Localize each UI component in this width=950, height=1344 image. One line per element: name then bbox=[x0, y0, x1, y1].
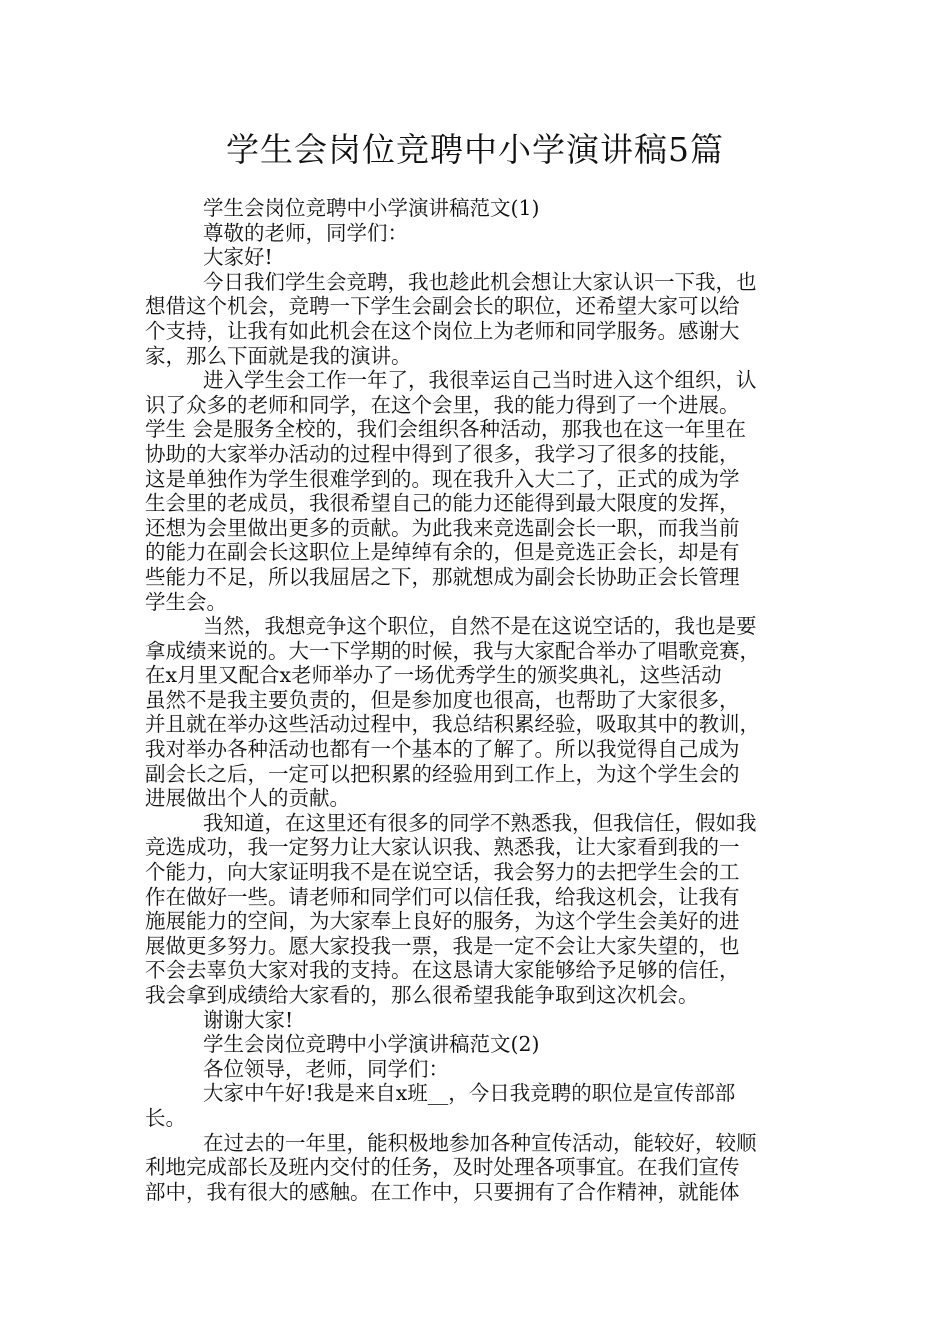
text-line: 并且就在举办这些活动过程中，我总结积累经验，吸取其中的教训， bbox=[145, 712, 760, 737]
text-line: 在x月里又配合x老师举办了一场优秀学生的颁奖典礼，这些活动 bbox=[145, 663, 722, 688]
text-line: 谢谢大家! bbox=[203, 1007, 294, 1032]
text-line: 长。 bbox=[145, 1105, 186, 1130]
text-line: 竞选成功，我一定努力让大家认识我、熟悉我，让大家看到我的一 bbox=[145, 835, 740, 860]
text-line: 尊敬的老师，同学们： bbox=[203, 220, 408, 245]
text-line: 虽然不是我主要负责的，但是参加度也很高，也帮助了大家很多， bbox=[145, 687, 740, 712]
text-line: 不会去辜负大家对我的支持。在这恳请大家能够给予足够的信任， bbox=[145, 958, 740, 983]
text-line: 还想为会里做出更多的贡献。为此我来竞选副会长一职，而我当前 bbox=[145, 515, 740, 540]
text-line: 学生会岗位竞聘中小学演讲稿范文(1) bbox=[203, 196, 540, 220]
text-line: 施展能力的空间，为大家奉上良好的服务，为这个学生会美好的进 bbox=[145, 909, 740, 934]
text-line: 部中，我有很大的感触。在工作中，只要拥有了合作精神，就能体 bbox=[145, 1179, 740, 1204]
text-line: 副会长之后，一定可以把积累的经验用到工作上，为这个学生会的 bbox=[145, 761, 740, 786]
document-body bbox=[145, 196, 805, 1204]
text-line: 个能力，向大家证明我不是在说空话，我会努力的去把学生会的工 bbox=[145, 860, 740, 885]
text-line: 大家中午好!我是来自x班__，今日我竞聘的职位是宣传部部 bbox=[203, 1081, 736, 1106]
text-line: 这是单独作为学生很难学到的。现在我升入大二了，正式的成为学 bbox=[145, 466, 740, 491]
text-line: 我会拿到成绩给大家看的，那么很希望我能争取到这次机会。 bbox=[145, 983, 699, 1007]
text-line: 进入学生会工作一年了，我很幸运自己当时进入这个组织，认 bbox=[203, 368, 757, 393]
text-line: 在过去的一年里，能积极地参加各种宣传活动，能较好，较顺 bbox=[203, 1130, 757, 1155]
text-line: 大家好! bbox=[203, 245, 273, 270]
text-line: 我知道，在这里还有很多的同学不熟悉我，但我信任，假如我 bbox=[203, 810, 757, 835]
text-line: 利地完成部长及班内交付的任务，及时处理各项事宜。在我们宣传 bbox=[145, 1155, 740, 1180]
page-title: 学生会岗位竞聘中小学演讲稿5篇 bbox=[226, 130, 724, 169]
text-line: 想借这个机会，竞聘一下学生会副会长的职位，还希望大家可以给 bbox=[145, 294, 740, 319]
text-line: 拿成绩来说的。大一下学期的时候，我与大家配合举办了唱歌竞赛， bbox=[145, 638, 760, 663]
text-line: 学生 会是服务全校的，我们会组织各种活动，那我也在这一年里在 bbox=[145, 417, 747, 442]
text-line: 些能力不足，所以我屈居之下，那就想成为副会长协助正会长管理 bbox=[145, 564, 740, 589]
text-line: 识了众多的老师和同学，在这个会里，我的能力得到了一个进展。 bbox=[145, 392, 740, 417]
text-line: 各位领导，老师，同学们： bbox=[203, 1056, 449, 1081]
text-line: 学生会岗位竞聘中小学演讲稿范文(2) bbox=[203, 1032, 540, 1057]
text-line: 今日我们学生会竞聘，我也趁此机会想让大家认识一下我，也 bbox=[203, 269, 757, 294]
text-line: 生会里的老成员，我很希望自己的能力还能得到最大限度的发挥， bbox=[145, 491, 740, 516]
text-line: 学生会。 bbox=[145, 589, 227, 614]
text-line: 我对举办各种活动也都有一个基本的了解了。所以我觉得自己成为 bbox=[145, 737, 740, 762]
text-line: 的能力在副会长这职位上是绰绰有余的，但是竞选正会长，却是有 bbox=[145, 540, 740, 565]
text-line: 展做更多努力。愿大家投我一票，我是一定不会让大家失望的，也 bbox=[145, 933, 740, 958]
text-line: 进展做出个人的贡献。 bbox=[145, 786, 350, 811]
text-line: 当然，我想竞争这个职位，自然不是在这说空话的，我也是要 bbox=[203, 614, 757, 639]
text-line: 协助的大家举办活动的过程中得到了很多，我学习了很多的技能， bbox=[145, 441, 740, 466]
text-line: 家，那么下面就是我的演讲。 bbox=[145, 343, 412, 368]
text-line: 作在做好一些。请老师和同学们可以信任我，给我这机会，让我有 bbox=[145, 884, 740, 909]
text-line: 个支持，让我有如此机会在这个岗位上为老师和同学服务。感谢大 bbox=[145, 318, 740, 343]
